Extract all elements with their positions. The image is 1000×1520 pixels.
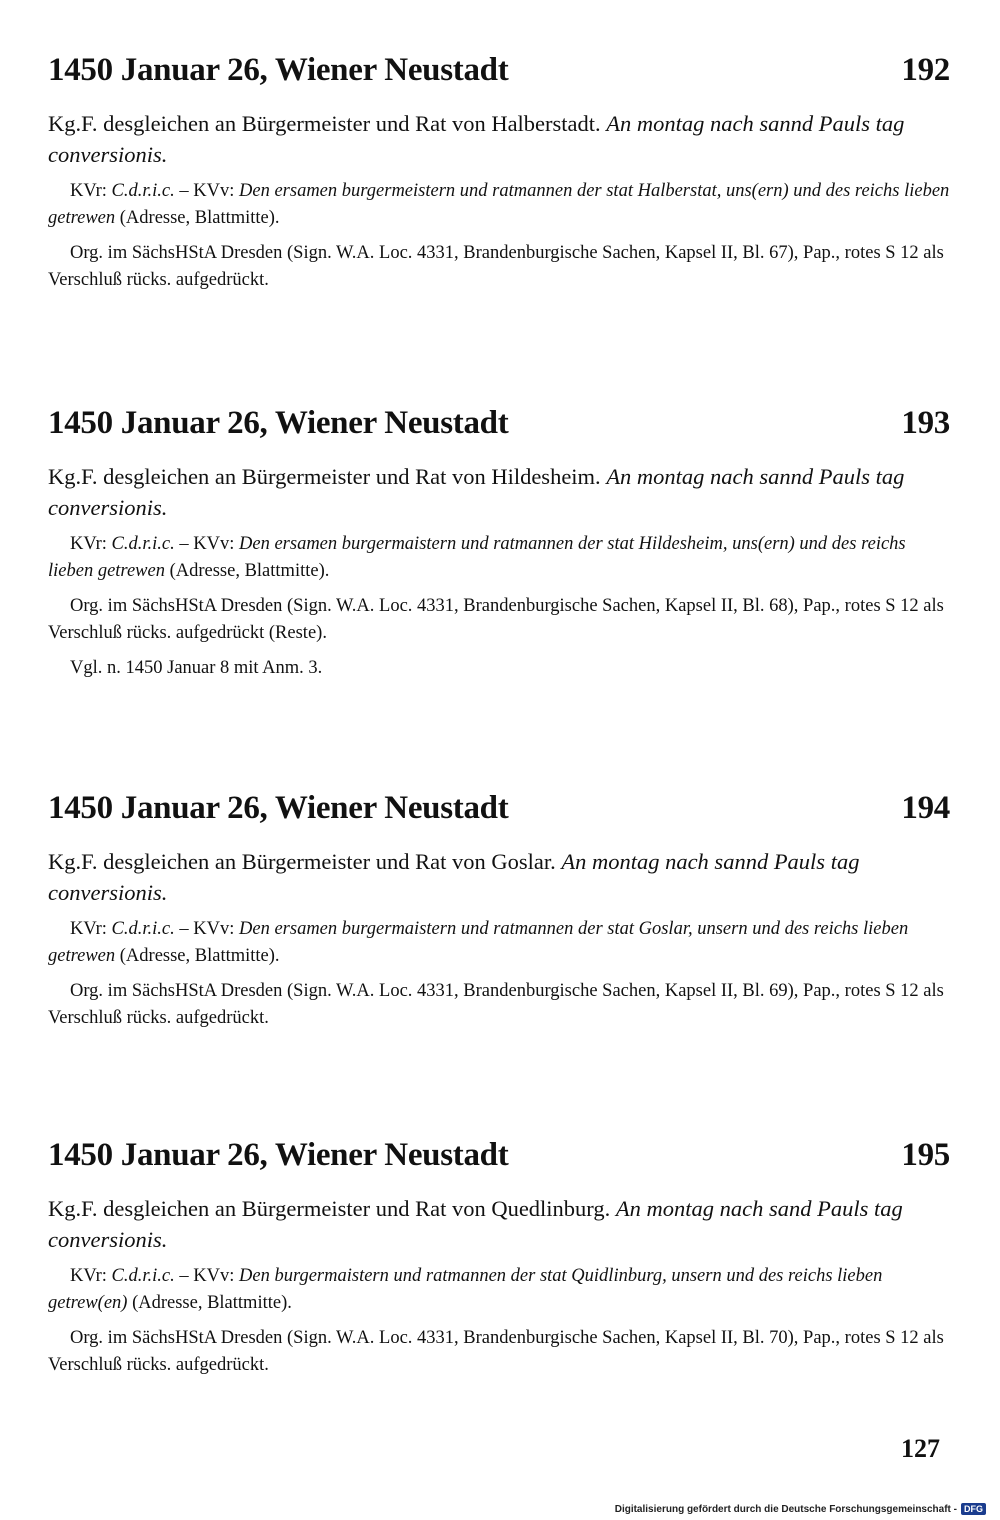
footer-text: Digitalisierung gefördert durch die Deutsche Forschungsgemeinschaft - xyxy=(614,1503,957,1515)
entry-heading xyxy=(48,788,950,828)
entry-heading xyxy=(48,50,950,90)
entry-original-source: Org. im SächsHStA Dresden (Sign. W.A. Loc. 4331, Brandenburgische Sachen, Kapsel II, Bl. 70), Pap., rotes S 12 als Verschluß rücks. aufgedrückt. xyxy=(48,1328,944,1375)
entry-summary: Kg.F. desgleichen an Bürgermeister und Rat von Quedlinburg. An montag nach sand Pauls tag conversionis. xyxy=(48,1196,903,1252)
entry-192 xyxy=(48,50,950,302)
entry-original-source: Org. im SächsHStA Dresden (Sign. W.A. Loc. 4331, Brandenburgische Sachen, Kapsel II, Bl. 69), Pap., rotes S 12 als Verschluß rücks. aufgedrückt. xyxy=(48,981,944,1028)
entry-summary: Kg.F. desgleichen an Bürgermeister und Rat von Hildesheim. An montag nach sannd Pauls tag conversionis. xyxy=(48,464,905,520)
entry-193 xyxy=(48,403,950,690)
dfg-logo: DFG xyxy=(961,1503,986,1515)
entry-heading xyxy=(48,403,950,443)
entry-kanzleivermerk: KVr: C.d.r.i.c. – KVv: Den burgermaistern und ratmannen der stat Quidlinburg, unsern und des reichs lieben getrew(en) (Adresse, Blattmitte). xyxy=(48,1266,883,1313)
entry-date-place: 1450 Januar 26, Wiener Neustadt xyxy=(48,790,509,826)
entry-kanzleivermerk: KVr: C.d.r.i.c. – KVv: Den ersamen burgermaistern und ratmannen der stat Goslar, unsern und des reichs lieben getrewen (Adresse, Blattmitte). xyxy=(48,919,909,966)
entry-date-place: 1450 Januar 26, Wiener Neustadt xyxy=(48,405,509,441)
entry-original-source: Org. im SächsHStA Dresden (Sign. W.A. Loc. 4331, Brandenburgische Sachen, Kapsel II, Bl. 67), Pap., rotes S 12 als Verschluß rücks. aufgedrückt. xyxy=(48,243,944,290)
entry-summary: Kg.F. desgleichen an Bürgermeister und Rat von Goslar. An montag nach sannd Pauls tag conversionis. xyxy=(48,849,860,905)
entry-number: 195 xyxy=(901,1137,950,1173)
entry-cross-reference: Vgl. n. 1450 Januar 8 mit Anm. 3. xyxy=(70,658,323,678)
entry-summary: Kg.F. desgleichen an Bürgermeister und Rat von Halberstadt. An montag nach sannd Pauls tag conversionis. xyxy=(48,111,905,167)
entry-194 xyxy=(48,788,950,1040)
entry-date-place: 1450 Januar 26, Wiener Neustadt xyxy=(48,52,509,88)
entry-original-source: Org. im SächsHStA Dresden (Sign. W.A. Loc. 4331, Brandenburgische Sachen, Kapsel II, Bl. 68), Pap., rotes S 12 als Verschluß rücks. aufgedrückt (Reste). xyxy=(48,596,944,643)
entry-heading xyxy=(48,1135,950,1175)
entry-number: 194 xyxy=(901,790,950,826)
entry-number: 193 xyxy=(901,405,950,441)
entry-kanzleivermerk: KVr: C.d.r.i.c. – KVv: Den ersamen burgermeistern und ratmannen der stat Halberstat, uns(ern) und des reichs lieben getrewen (Adresse, Blattmitte). xyxy=(48,181,950,228)
entry-kanzleivermerk: KVr: C.d.r.i.c. – KVv: Den ersamen burgermaistern und ratmannen der stat Hildesheim, uns(ern) und des reichs lieben getrewen (Adresse, Blattmitte). xyxy=(48,534,906,581)
page-number: 127 xyxy=(901,1434,940,1463)
entry-195 xyxy=(48,1135,950,1387)
funding-footer xyxy=(615,1503,986,1515)
entry-number: 192 xyxy=(901,52,950,88)
entry-date-place: 1450 Januar 26, Wiener Neustadt xyxy=(48,1137,509,1173)
